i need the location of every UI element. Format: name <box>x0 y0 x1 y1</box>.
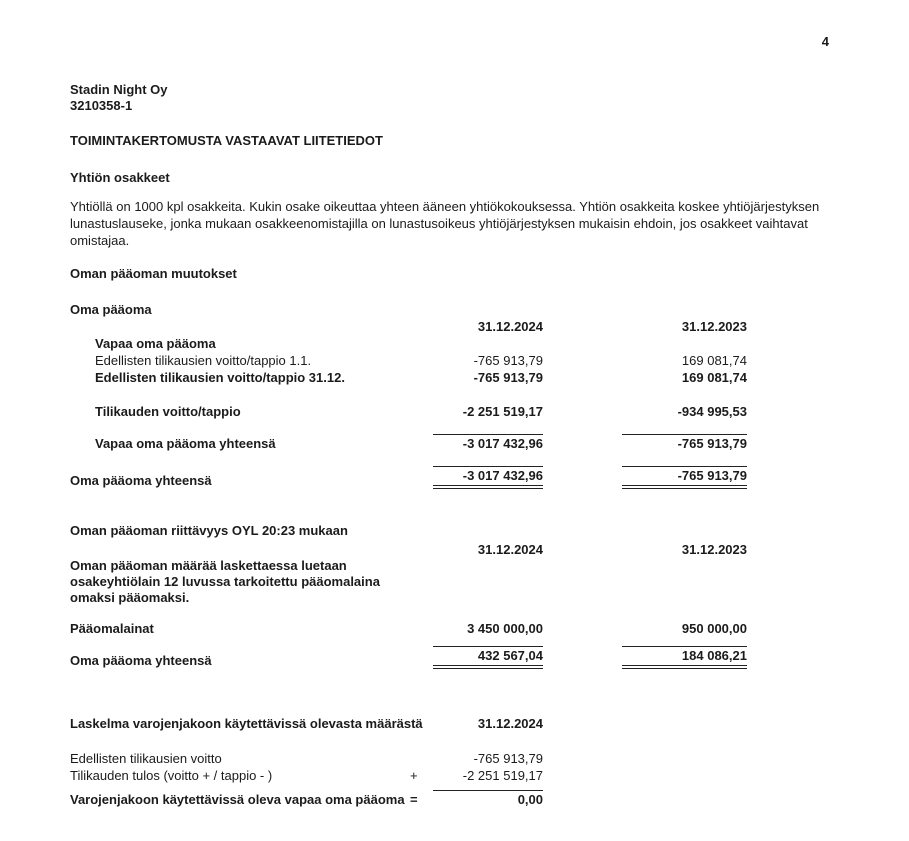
distribution-title: Laskelma varojenjakoon käytettävissä olevasta määrästä <box>70 716 423 731</box>
equity-changes-heading: Oman pääoman muutokset <box>70 266 237 281</box>
table-row <box>70 767 860 784</box>
shares-heading: Yhtiön osakkeet <box>70 170 170 185</box>
value-2024: -765 913,79 <box>473 370 543 385</box>
table-row <box>70 403 860 420</box>
main-heading: TOIMINTAKERTOMUSTA VASTAAVAT LIITETIEDOT <box>70 133 383 148</box>
row-operator: + <box>410 768 418 783</box>
company-name: Stadin Night Oy <box>70 82 168 97</box>
row-label: Oma pääoma yhteensä <box>70 653 212 668</box>
equity-table <box>70 302 860 489</box>
value-2023: 950 000,00 <box>681 621 747 636</box>
value-2024: -3 017 432,96 <box>433 466 543 489</box>
col-header-2024: 31.12.2024 <box>477 542 543 557</box>
col-header-2024: 31.12.2024 <box>477 716 543 731</box>
row-label: Edellisten tilikausien voitto <box>70 751 222 766</box>
value-2023: -934 995,53 <box>677 404 747 419</box>
value-2023: -765 913,79 <box>622 434 747 452</box>
row-label: Vapaa oma pääoma yhteensä <box>95 436 276 451</box>
shares-paragraph: Yhtiöllä on 1000 kpl osakkeita. Kukin osake oikeuttaa yhteen ääneen yhtiökokouksessa. Yhtiön osakkeita koskee yhtiöjärjestyksen lunastuslauseke, jonka mukaan osakkeenomistajilla on lunastusoikeus yhtiöjärjestyksen mukaisin ehdoin, jos osakkeet vaihtavat omistajaa. <box>70 199 820 248</box>
value-2024: 432 567,04 <box>433 646 543 669</box>
table-row-subtotal <box>70 434 860 452</box>
value-2024: -3 017 432,96 <box>433 434 543 452</box>
value-2023: 184 086,21 <box>622 646 747 669</box>
row-value: -2 251 519,17 <box>462 768 543 783</box>
col-header-2024: 31.12.2024 <box>477 319 543 334</box>
row-label: Varojenjakoon käytettävissä oleva vapaa oma pääoma <box>70 792 405 807</box>
adequacy-header-row <box>70 541 860 558</box>
equity-header-row <box>70 318 860 335</box>
page-number: 4 <box>821 34 829 49</box>
value-2024: -2 251 519,17 <box>462 404 543 419</box>
table-row-total <box>70 466 860 489</box>
adequacy-note-line: Oman pääoman määrää laskettaessa luetaan <box>70 558 347 573</box>
distribution-title-row <box>70 715 860 732</box>
distribution-section <box>70 715 860 808</box>
adequacy-title: Oman pääoman riittävyys OYL 20:23 mukaan <box>70 523 348 538</box>
table-row <box>70 750 860 767</box>
equity-table-title: Oma pääoma <box>70 302 152 317</box>
business-id: 3210358-1 <box>70 98 133 113</box>
table-row <box>70 620 860 637</box>
row-label: Edellisten tilikausien voitto/tappio 31.12. <box>95 370 345 385</box>
row-label: Tilikauden voitto/tappio <box>95 404 241 419</box>
col-header-2023: 31.12.2023 <box>681 319 747 334</box>
adequacy-note-line: osakeyhtiölain 12 luvussa tarkoitettu pääomalaina <box>70 574 380 589</box>
row-label: Edellisten tilikausien voitto/tappio 1.1. <box>95 353 312 368</box>
value-2024: 3 450 000,00 <box>467 621 543 636</box>
value-2023: 169 081,74 <box>681 353 747 368</box>
row-label: Pääomalainat <box>70 621 154 636</box>
row-value: 0,00 <box>433 790 543 808</box>
adequacy-note-line: omaksi pääomaksi. <box>70 590 190 605</box>
value-2023: 169 081,74 <box>681 370 747 385</box>
row-label: Vapaa oma pääoma <box>95 336 216 351</box>
table-row <box>70 352 860 369</box>
col-header-2023: 31.12.2023 <box>681 542 747 557</box>
row-label: Oma pääoma yhteensä <box>70 473 212 488</box>
table-row <box>70 335 860 352</box>
value-2023: -765 913,79 <box>622 466 747 489</box>
table-row <box>70 369 860 386</box>
row-value: -765 913,79 <box>473 751 543 766</box>
value-2024: -765 913,79 <box>473 353 543 368</box>
adequacy-section <box>70 523 860 669</box>
row-label: Tilikauden tulos (voitto + / tappio - ) <box>70 768 273 783</box>
table-row-total <box>70 646 860 669</box>
table-row-total <box>70 790 860 808</box>
row-operator: = <box>410 792 418 807</box>
